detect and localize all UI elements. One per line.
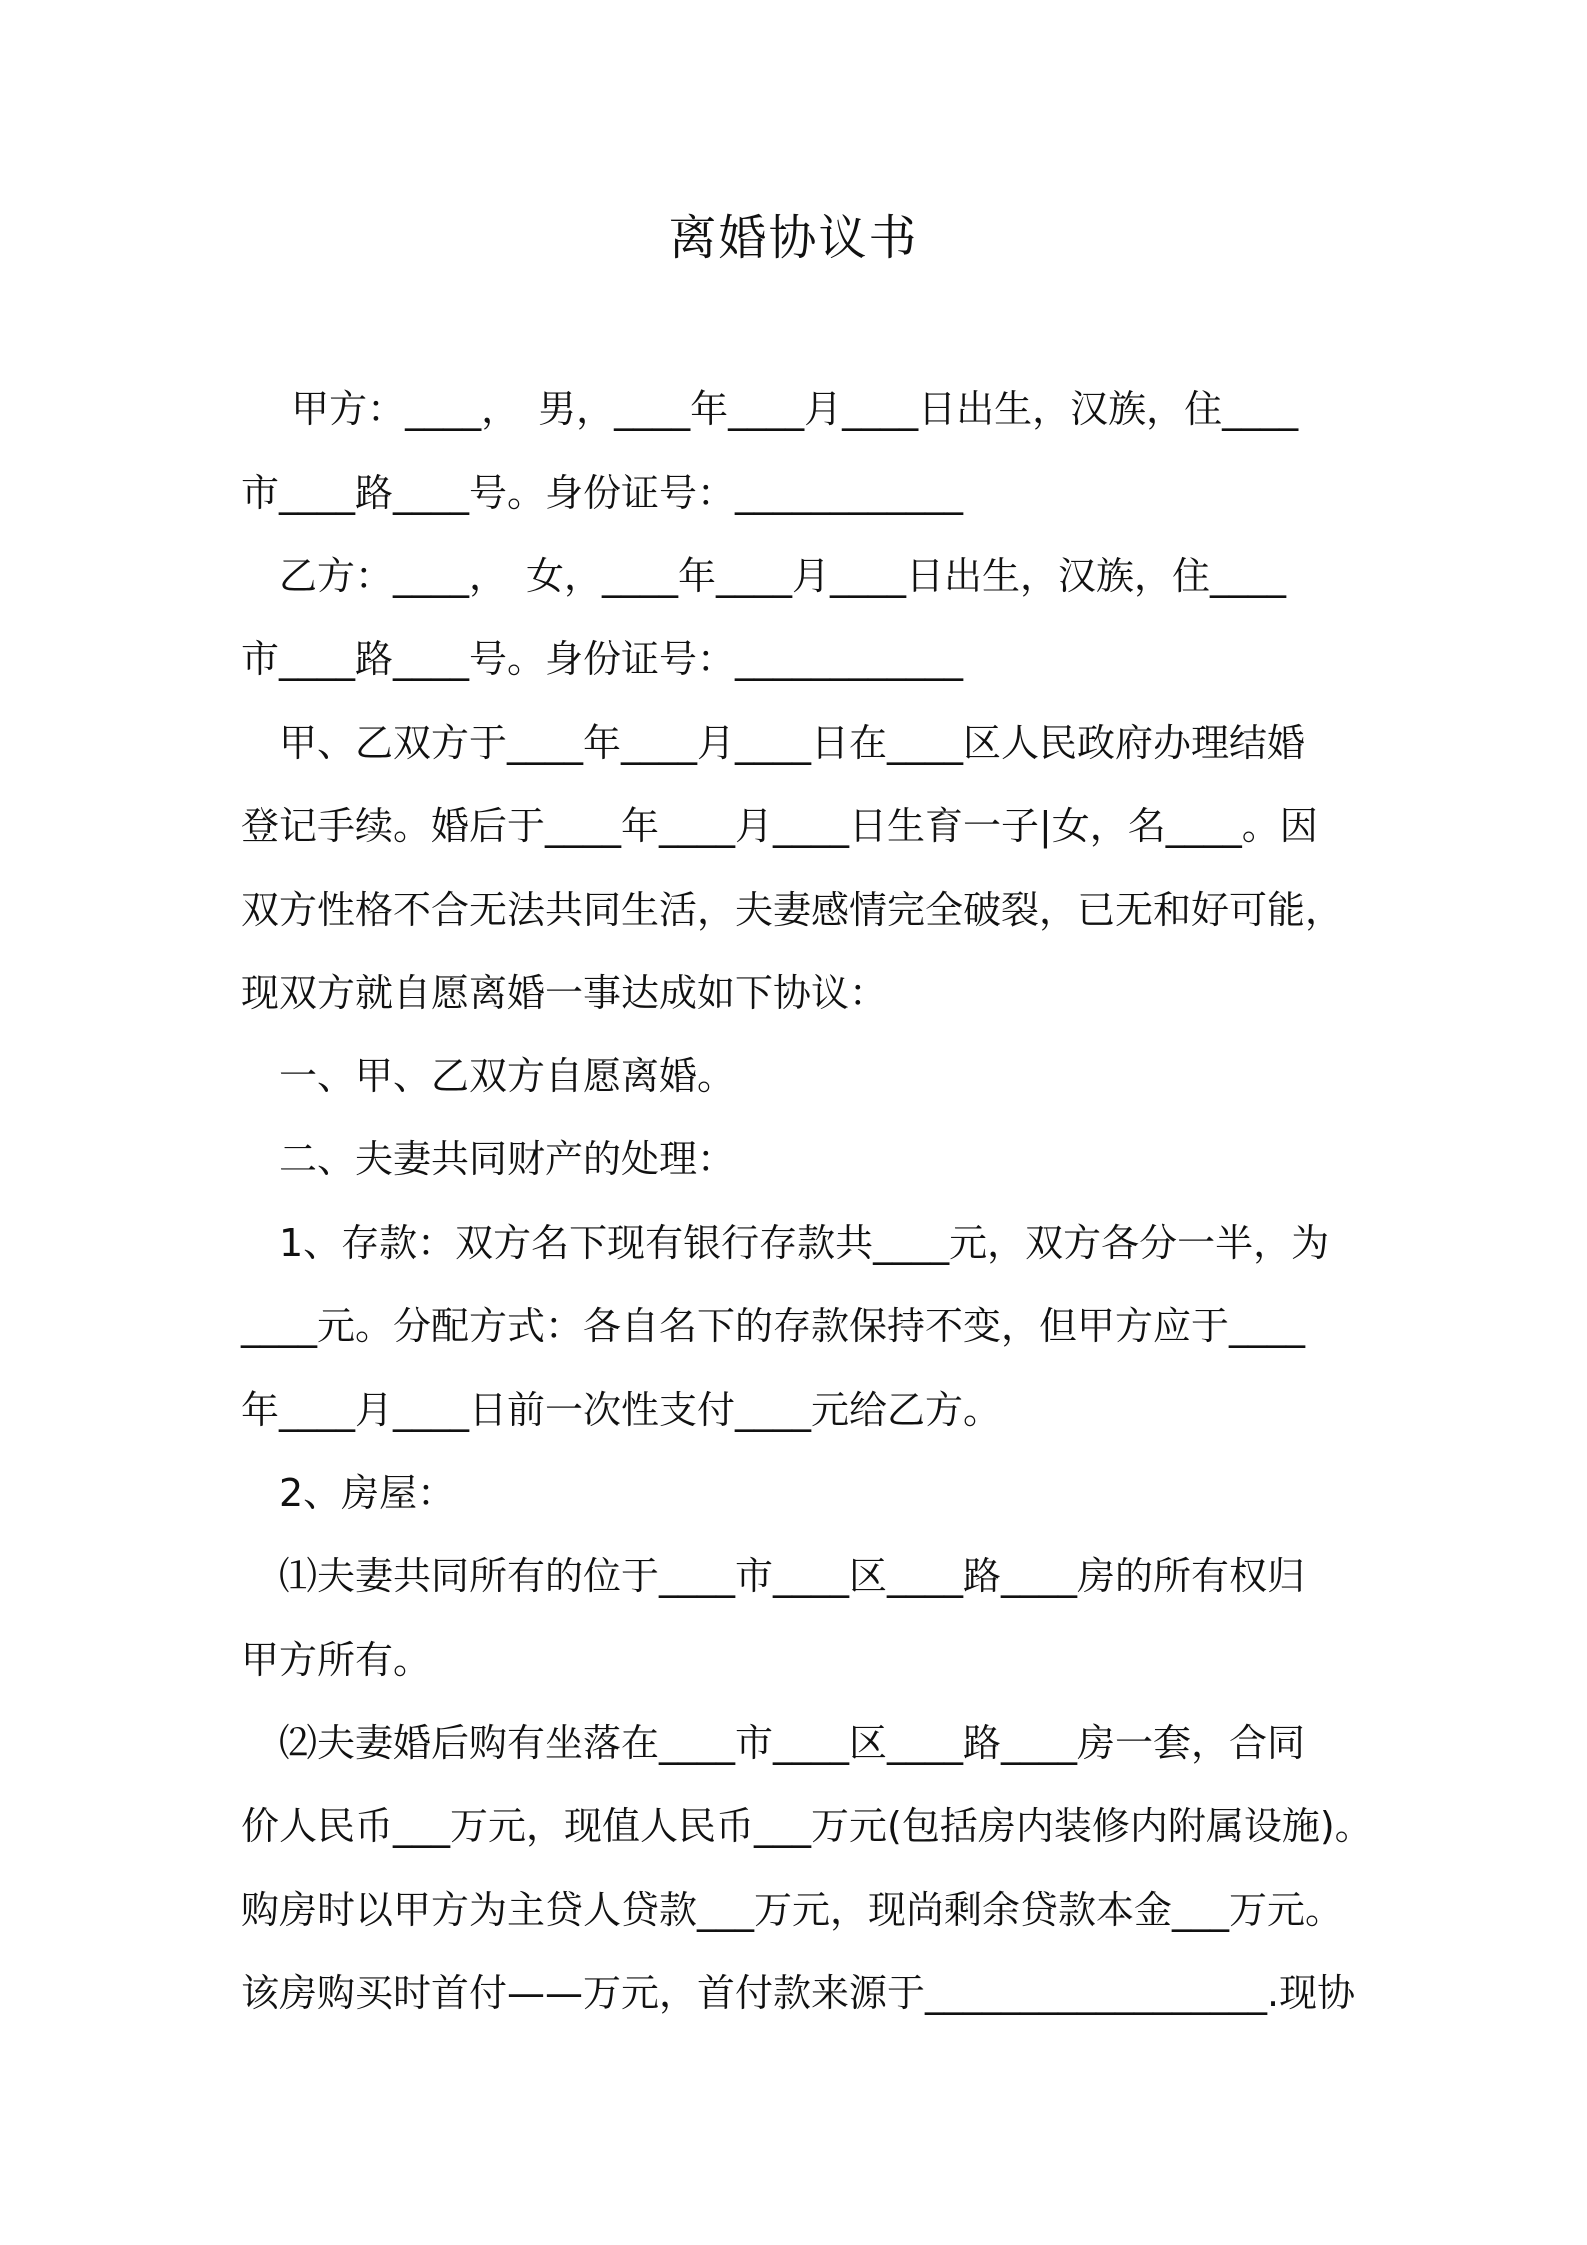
deposit-line-3: 年____月____日前一次性支付____元给乙方。 xyxy=(241,1388,1002,1432)
house-item-2-line-3: 购房时以甲方为主贷人贷款___万元，现尚剩余贷款本金___万元。 xyxy=(241,1888,1344,1932)
marriage-line-4: 现双方就自愿离婚一事达成如下协议： xyxy=(241,971,888,1015)
house-item-2-line-1: ⑵夫妻婚后购有坐落在____市____区____路____房一套，合同 xyxy=(241,1721,1306,1765)
house-item-1-line-1: ⑴夫妻共同所有的位于____市____区____路____房的所有权归 xyxy=(241,1554,1306,1598)
clause-2-heading: 二、夫妻共同财产的处理： xyxy=(241,1137,736,1181)
house-item-2-line-4: 该房购买时首付——万元，首付款来源于__________________.现协 xyxy=(241,1971,1356,2015)
deposit-line-2: ____元。分配方式：各自名下的存款保持不变，但甲方应于____ xyxy=(241,1304,1306,1348)
party-a-line-2: 市____路____号。身份证号：____________ xyxy=(241,471,964,515)
party-b-line-2: 市____路____号。身份证号：____________ xyxy=(241,637,964,681)
house-heading: 2、房屋： xyxy=(241,1471,456,1515)
marriage-line-1: 甲、乙双方于____年____月____日在____区人民政府办理结婚 xyxy=(241,721,1306,765)
house-item-2-line-2: 价人民币___万元，现值人民币___万元(包括房内装修内附属设施)。 xyxy=(241,1804,1373,1848)
party-b-line-1: 乙方：____， 女，____年____月____日出生，汉族，住____ xyxy=(241,554,1287,598)
document-title: 离婚协议书 xyxy=(668,210,919,266)
party-a-line-1: 甲方：____， 男，____年____月____日出生，汉族，住____ xyxy=(241,387,1299,431)
house-item-1-line-2: 甲方所有。 xyxy=(241,1638,432,1682)
marriage-line-2: 登记手续。婚后于____年____月____日生育一子|女，名____。因 xyxy=(241,804,1318,848)
clause-1: 一、甲、乙双方自愿离婚。 xyxy=(241,1054,736,1098)
marriage-line-3: 双方性格不合无法共同生活，夫妻感情完全破裂，已无和好可能， xyxy=(241,888,1344,932)
deposit-line-1: 1、存款：双方名下现有银行存款共____元，双方各分一半，为 xyxy=(241,1221,1330,1265)
